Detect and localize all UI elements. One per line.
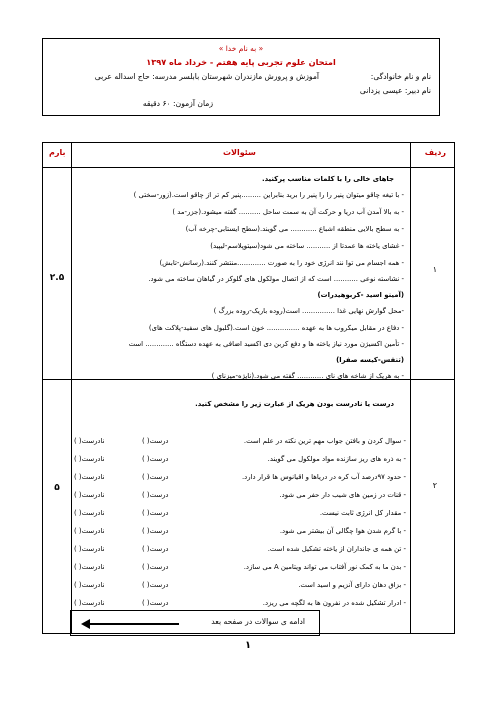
q2-statement: - بزاق دهان دارای آنزیم و اسید است. <box>298 581 406 589</box>
true-choice[interactable]: درست( ) <box>142 581 169 589</box>
true-choice[interactable]: درست( ) <box>142 563 169 571</box>
school-info: آموزش و پرورش مازندران شهرستان بابلسر مدرسه: حاج اسداله عربی <box>94 72 319 81</box>
q1-line: - دفاع در مقابل میکروب ها به عهده ............... خون است.(گلبول های سفید-پلاکت های) <box>148 324 404 332</box>
q2-statement: - با گرم شدن هوا چگالی آن بیشتر می شود. <box>279 527 406 535</box>
true-choice[interactable]: درست( ) <box>142 491 169 499</box>
false-choice[interactable]: نادرست( ) <box>74 527 105 535</box>
q1-line: -محل گوارش نهایی غذا ............... است(روده باریک-روده بزرگ ) <box>213 307 404 315</box>
q2-statement: - بدن ما به کمک نور آفتاب می تواند ویتامین A می سازد. <box>243 563 406 571</box>
q2-number: ۲ <box>432 481 437 490</box>
q1-line: (تنفس-کیسه صفرا) <box>336 356 404 364</box>
teacher-name: نام دبیر: عیسی یزدانی <box>359 86 431 95</box>
false-choice[interactable]: نادرست( ) <box>74 545 105 553</box>
true-choice[interactable]: درست( ) <box>142 455 169 463</box>
q1-line: - به بالا آمدن آب دریا و حرکت آن به سمت ساحل .......... گفته میشود.(جزر-مد ) <box>172 208 404 216</box>
continue-text: ادامه ی سوالات در صفحه بعد <box>211 617 305 626</box>
false-choice[interactable]: نادرست( ) <box>74 563 105 571</box>
true-choice[interactable]: درست( ) <box>142 509 169 517</box>
q1-line: - تأمین اکسیژن مورد نیاز یاخته ها و دفع کربن دی اکسید اضافی به عهده دستگاه ............. است <box>128 340 404 348</box>
score-column-divider <box>71 143 72 633</box>
score-column-header: بارم <box>49 148 66 157</box>
false-choice[interactable]: نادرست( ) <box>74 581 105 589</box>
basmala: « به نام خدا » <box>218 44 264 53</box>
q1-line: (آمینو اسید -کربوهیدرات) <box>317 291 404 299</box>
q1-line: - با تیغه چاقو میتوان پنیر را را پنیر را برید بنابراین .........پنیر کم تر از چاقو است.(زور-سختی ) <box>133 191 404 199</box>
q1-score: ۲.۵ <box>49 273 65 283</box>
q2-score: ۵ <box>54 483 60 493</box>
q2-statement: - قنات در زمین های شیب دار حفر می شود. <box>279 491 406 499</box>
true-choice[interactable]: درست( ) <box>142 545 169 553</box>
q1-line: - همه اجسام می توا نند انرژی خود را به صورت .............منتشر کنند.(رسانش-تابش) <box>159 259 404 267</box>
q1-number: ۱ <box>432 265 437 274</box>
false-choice[interactable]: نادرست( ) <box>74 491 105 499</box>
false-choice[interactable]: نادرست( ) <box>74 509 105 517</box>
exam-duration: زمان آزمون: ۶۰ دقیقه <box>142 99 213 108</box>
row-column-header: ردیف <box>424 148 446 157</box>
q2-statement: - به ذره های ریز سازنده مواد مولکول می گویند. <box>267 455 406 463</box>
q2-statement: - تن همه ی جانداران از یاخته تشکیل شده است. <box>267 545 406 553</box>
q1-line: - به هریک از شاخه های نای ............ گفته می شود.(نایژه-میزنای ) <box>211 372 404 380</box>
exam-title: امتحان علوم تجربی پایه هفتم - خرداد ماه ۱۳۹۷ <box>146 57 336 67</box>
q2-statement: - حدود ۹۷درصد آب کره در دریاها و اقیانوس ها قرار دارد. <box>241 473 406 481</box>
false-choice[interactable]: نادرست( ) <box>74 599 105 607</box>
questions-table <box>42 142 455 634</box>
false-choice[interactable]: نادرست( ) <box>74 473 105 481</box>
q2-statement: - ادرار تشکیل شده در نفرون ها به لگچه می ریزد. <box>262 599 406 607</box>
q2-instruction: درست یا نادرست بودن هریک از عبارت زیر را مشخص کنید. <box>195 400 394 408</box>
true-choice[interactable]: درست( ) <box>142 527 169 535</box>
exam-header <box>42 38 440 116</box>
q1-instruction: جاهای خالی را با کلمات مناسب پرکنید. <box>261 175 394 183</box>
arrow-shaft <box>89 623 179 625</box>
q1-line: - نشاسته نوعی ........... است که از اتصال مولکول های گلوکز در گیاهان ساخته می شود. <box>148 275 404 283</box>
continue-notice <box>70 610 320 636</box>
q1-line: - غشای یاخته ها عمدتا از ........... ساخته می شود(سیتوپلاسم-لیپید) <box>210 242 404 250</box>
page-number: ۱ <box>244 640 252 651</box>
true-choice[interactable]: درست( ) <box>142 473 169 481</box>
false-choice[interactable]: نادرست( ) <box>74 437 105 445</box>
q2-statement: - مقدار کل انرژی ثابت نیست. <box>319 509 406 517</box>
false-choice[interactable]: نادرست( ) <box>74 455 105 463</box>
questions-column-header: سئوالات <box>223 148 256 157</box>
student-name-label: نام و نام خانوادگی: <box>370 72 431 81</box>
row-column-divider <box>410 143 411 633</box>
q1-line: - به سطح بالایی منطقه اشباع ............ می گویند.(سطح ایستابی-چرخه آب) <box>185 225 404 233</box>
q2-statement: - سوال کردن و بافتن جواب مهم ترین نکته در علم است. <box>243 437 406 445</box>
true-choice[interactable]: درست( ) <box>142 437 169 445</box>
true-choice[interactable]: درست( ) <box>142 599 169 607</box>
